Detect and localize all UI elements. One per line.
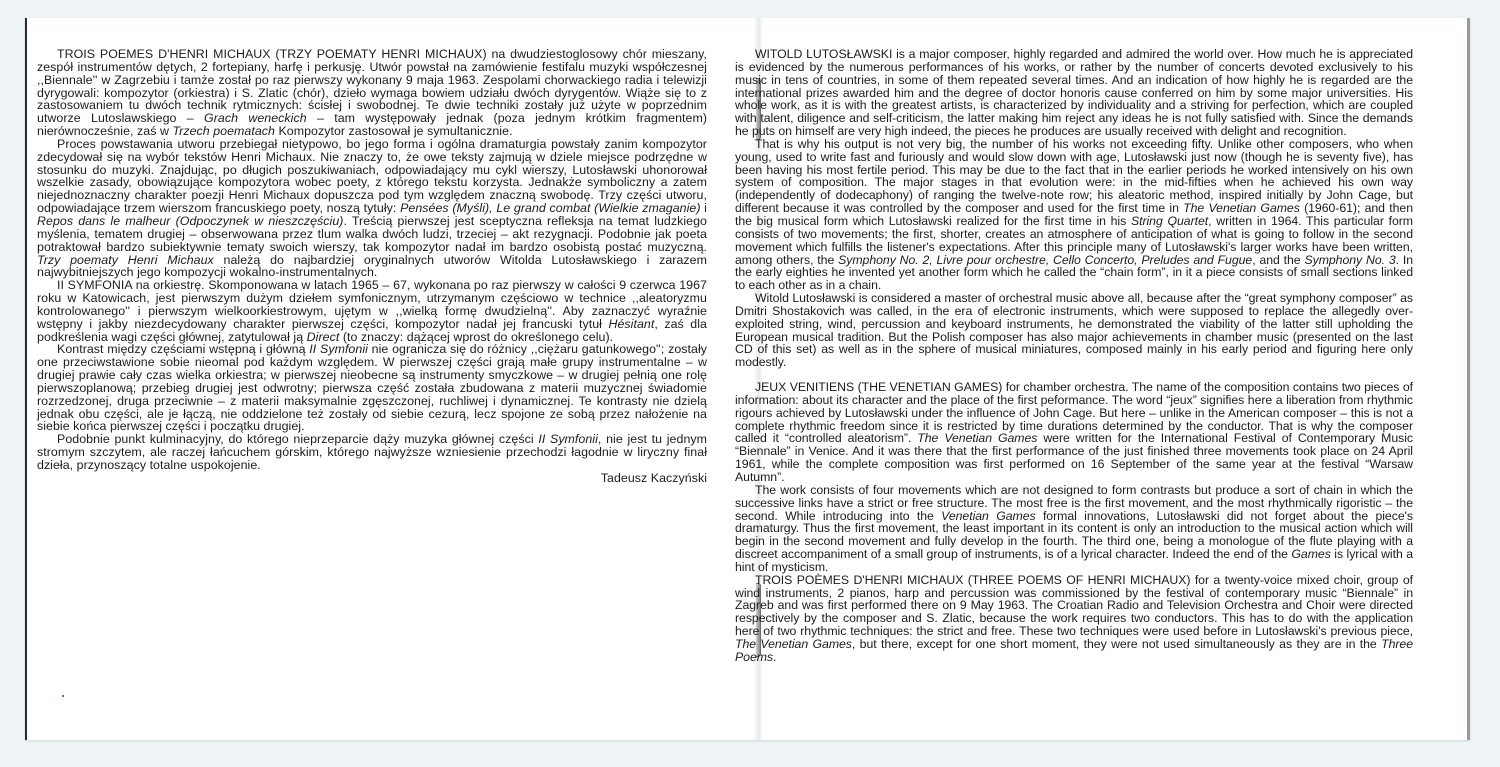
- italic-title: Trzech poematach: [172, 124, 275, 139]
- paragraph: [37, 48, 707, 138]
- right-page-edge: [1467, 18, 1470, 740]
- author-signature: Tadeusz Kaczyński: [600, 470, 707, 485]
- text-run: Podobnie punkt kulminacyjny, do którego nieprzeparcie dąży muzyka głównej części: [57, 432, 539, 447]
- text-run: , written in 1964. This particular form consists of two movements; the first, shorter, creates an atmosphere of anticipation of what is going to follow in the second movement which fulfills the listener's expectations. After this principle many of Lutosławski's larger works have been written, among others, the: [735, 213, 1413, 267]
- italic-title: II Symfonii: [538, 432, 598, 447]
- italic-title: Symphony No. 2, Livre pour orchestre, Cello Concerto, Preludes and Fugue: [838, 252, 1253, 267]
- right-paragraphs: [735, 48, 1413, 664]
- scan-speck: [62, 695, 64, 697]
- paragraph: [37, 279, 707, 343]
- paragraph: [735, 381, 1413, 484]
- text-run: WITOLD LUTOSŁAWSKI is a major composer, highly regarded and admired the world over. How much he is appreciated is evidenced by the numerous performances of his works, or rather by the number of concerts devoted exclusively to his music in tens of countries, in some of them repeated several times. And an indication of how highly he is regarded are the international prizes awarded him and the degree of doctor honoris cause conferred on him by some major universities. His whole work, as it is with the greatest artists, is characterized by individuality and a striving for perfection, which are coupled with talent, diligence and self-criticism, the latter making him reject any ideas he is not fully satisfied with. Since the demands he puts on himself are very high indeed, the pieces he produces are usually received with delight and recognition.: [735, 47, 1413, 139]
- text-run: – tam występowały jednak (poza jednym krótkim fragmentem) nierównocześnie, zaś w: [37, 111, 707, 139]
- italic-title: Trzy poematy Henri Michaux: [37, 252, 214, 267]
- text-run: JEUX VENITIENS (THE VENETIAN GAMES) for chamber orchestra. The name of the composition contains two pieces of information: about its character and the place of the first peformance. The word “jeux” signifies here a liberation from rhythmic rigours achieved by Lutosławski under the influence of John Cage. But here – unlike in the American composer – this is not a complete rhythmic freedom since it is restricted by time durations determined by the conductor. That is why the composer called it “controlled aleatorism”.: [735, 380, 1413, 446]
- text-run: II SYMFONIA na orkiestrę. Skomponowana w latach 1965 – 67, wykonana po raz pierwszy w całości 9 czerwca 1967 roku w Katowicach, jest pierwszym dużym dziełem symfonicznym, utrzymanym częściowo w technice ,,aleatoryzmu kontrolowanego'' i pierwszym wielkoorkiestrowym, ujętym w ,,wielką formę dwudzielną''. Aby zaznaczyć wyraźnie wstępny i jakby niezdecydowany charakter pierwszej części, kompozytor nadał jej francuski tytuł: [37, 278, 707, 331]
- right-page-english-text: [735, 48, 1413, 664]
- text-run: i: [700, 201, 707, 216]
- italic-title: String Quartet: [1130, 213, 1209, 228]
- paragraph: [37, 138, 707, 279]
- left-page-edge: [25, 18, 27, 740]
- left-page-polish-text: [37, 48, 707, 485]
- italic-title: Hésitant: [608, 316, 655, 331]
- text-run: , zaś dla podkreślenia wagi części głównej, zatytulował ją: [37, 316, 707, 344]
- paragraph: [37, 433, 707, 472]
- text-run: , and the: [1252, 252, 1305, 267]
- paragraph: [735, 574, 1413, 664]
- text-run: formal innovations, Lutosławski did not forget about the piece's dramaturgy. Thus the first movement, the least important in its content is only an introduction to the musical action which will begin in the second movement and fully develop in the fourth. The third one, being a monologue of the flute playing with a discreet accompaniment of a small group of instruments, is of a lyrical character. Indeed the end of the: [735, 508, 1414, 562]
- paragraph: [735, 138, 1413, 292]
- paragraph: [37, 343, 707, 433]
- italic-title: Games: [1291, 547, 1331, 562]
- text-run: TROIS POEMES D'HENRI MICHAUX (TRZY POEMATY HENRI MICHAUX) na dwudziestoglosowy chór mieszany, zespół instrumentów dętych, 2 fortepiany, harfę i perkusję. Utwór powstał na zamówienie festifalu muzyki współczesnej ,,Biennale'' w Zagrzebiu i tamże został po raz pierwszy wykonany 9 maja 1963. Zespolami chorwackiego radia i telewizji dyrygowali: kompozytor (orkiestra) i S. Zlatic (chór), dzieło wymaga bowiem udziału dwóch dyrygentów. Wiąże się to z zastosowaniem tu dwóch technik rytmicznych: ścisłej i swobodnej. Te dwie techniki zostały już użyte w poprzednim utworze Lutoslawskiego –: [37, 47, 707, 126]
- text-run: Witold Lutosławski is considered a master of orchestral music above all, because after the “great symphony composer” as Dmitri Shostakovich was called, in the era of electronic instruments, which were supposed to replace the allegedly over-exploited string, wind, percussion and keyboard instruments, he demonstrated the viability of the latter still upholding the European musical tradition. But the Polish composer has also major achievements in chamber music (presented on the last CD of this set) as well as in the sphere of musical miniatures, composed mainly in his early period and figuring here only modestly.: [735, 291, 1413, 370]
- text-run: That is why his output is not very big, the number of his works not exceeding fifty. Unlike other composers, who when young, used to write fast and furiously and would slow down with age, Lutosławski just now (though he is seventy five), has been having his most fertile period. This may be due to the fact that in the earlier periods he worked intensively on his own system of composition. The major stages in that evolution were: in the mid-fifties when he achieved his own way (independently of dodecaphony) of ranging the twelve-note row; his aleatoric method, inspired initially by John Cage, but different because it was controlled by the composer and used for the first time in: [735, 136, 1413, 216]
- text-run: The work consists of four movements which are not designed to form contrasts but produce a sort of chain in which the successive links have a strict or free structure. The most free is the first movement, and the most rhythmically rigoristic – the second. While introducing into the: [735, 482, 1413, 523]
- text-run: , but there, except for one short moment, they were not used simultaneously as they are in the: [851, 636, 1382, 651]
- text-run: TROIS POÈMES D'HENRI MICHAUX (THREE POEMS OF HENRI MICHAUX) for a twenty-voice mixed choir, group of wind instruments, 2 pianos, harp and percussion was commissioned by the festival of contemporary music “Biennale” in Zagreb and was first performed there on 9 May 1963. The Croatian Radio and Television Orchestra and Choir were directed respectively by the composer and S. Zlatic, because the work requires two conductors. This has to do with the application here of two rhythmic techniques: the strict and free. These two techniques were used before in Lutosławski's previous piece,: [735, 572, 1413, 639]
- italic-title: Grach weneckich: [204, 111, 307, 126]
- text-run: is lyrical with a hint of mysticism.: [735, 547, 1413, 574]
- italic-title: Three Poems: [735, 636, 1413, 664]
- text-run: Kontrast między częściami wstępną i główną: [57, 342, 310, 357]
- italic-title: Direct: [306, 329, 340, 344]
- text-run: Proces powstawania utworu przebiegał nietypowo, bo jego forma i ogólna dramaturgia powstały zanim kompozytor zdecydował się na wybór tekstów Henri Michaux. Nie znaczy to, że owe teksty zajmują w dziele miejsce podrzędne w stosunku do muzyki. Znajdując, po długich poszukiwaniach, odpowiadający mu cykl wierszy, Lutosławski uhonorował wszelkie zasady, obowiązujące kompozytora wobec poety, z którego tekstu korzysta. Jednakże symboliczny a zatem niejednoznaczny charakter poezji Henri Michaux dopuszcza pod tym względem znaczną swobodę. Trzy części utworu, odpowiadające trzem wierszom francuskiego poety, noszą tytuły:: [37, 136, 707, 216]
- italic-title: Repos dans le malheur (Odpoczynek w nieszczęściu): [37, 213, 344, 228]
- italic-title: Pensées (Myśli), Le grand combat (Wielkie zmaganie): [400, 201, 701, 216]
- italic-title: The Venetian Games: [1183, 201, 1300, 216]
- left-paragraphs: [37, 48, 707, 472]
- text-run: , nie jest tu jednym stromym szczytem, ale raczej łańcuchem górskim, którego najwyższe wzniesienie przechodzi łagodnie w liryczny finał dzieła, przynoszący totalne uspokojenie.: [37, 432, 707, 472]
- italic-title: The Venetian Games: [917, 431, 1038, 446]
- paragraph: [735, 292, 1413, 369]
- text-run: (to znaczy: dążącej wprost do określonego celu).: [339, 329, 614, 344]
- text-run: were written for the International Festival of Contemporary Music “Biennale” in Venice. And it was there that the first performance of the just finished three movements took place on 24 April 1961, while the complete composition was first performed on 16 September of the same year at the festival “Warsaw Autumn”.: [735, 431, 1413, 484]
- italic-title: Venetian Games: [941, 508, 1036, 523]
- text-run: nie ogranicza się do różnicy ,,ciężaru gatunkowego''; zostały one przeciwstawione sobie nieomal pod każdym względem. W pierwszej części grają małe grupy instrumentalne – w drugiej prawie cały czas wielka orkiestra; w pierwszej nieobecne są instrumenty smyczkowe – w drugiej pełnią one rolę pierwszoplanową; przebieg drugiej jest odwrotny; pierwsza część została zbudowana z materii muzycznej świadomie rozrzedzonej, druga przeciwnie – z materii maksymalnie zgęszczonej, ruchliwej i dynamicznej. Te kontrasty nie dzielą jednak obu części, ale je łączą, nie oddzielone też zostały od siebie cezurą, lecz spojone ze sobą przez nałożenie na siebie końca pierwszej części i początku drugiej.: [37, 342, 708, 434]
- text-run: . Treścią pierwszej jest sceptyczna refleksja na temat ludzkiego myślenia, tematem drugiej – obserwowana przez tlum walka dwóch ludzi, trzeciej – akt rezygnacji. Podobnie jak poeta potraktował bardzo subiektywnie tematy swoich wierszy, tak kompozytor nadał im bardzo osobistą postać muzyczną.: [37, 213, 707, 254]
- text-run: .: [773, 649, 777, 664]
- italic-title: Symphony No. 3: [1304, 252, 1396, 267]
- italic-title: II Symfonii: [309, 342, 368, 357]
- italic-title: The Venetian Games: [735, 636, 852, 651]
- text-run: należą do najbardziej oryginalnych utworów Witolda Lutosławskiego i zarazem najwybitniejszych jego kompozycji wokalno-instrumentalnych.: [37, 252, 707, 280]
- paragraph: [735, 484, 1413, 574]
- text-run: . In the early eighties he invented yet another form which he called the “chain form”, in it a piece consists of small sections linked to each other as in a chain.: [735, 252, 1413, 293]
- text-run: (1960-61); and then the big musical form which Lutosławski realized for the first time in his: [735, 201, 1413, 228]
- text-run: Kompozytor zastosował je symultanicznie.: [274, 124, 513, 139]
- paragraph: [735, 48, 1413, 138]
